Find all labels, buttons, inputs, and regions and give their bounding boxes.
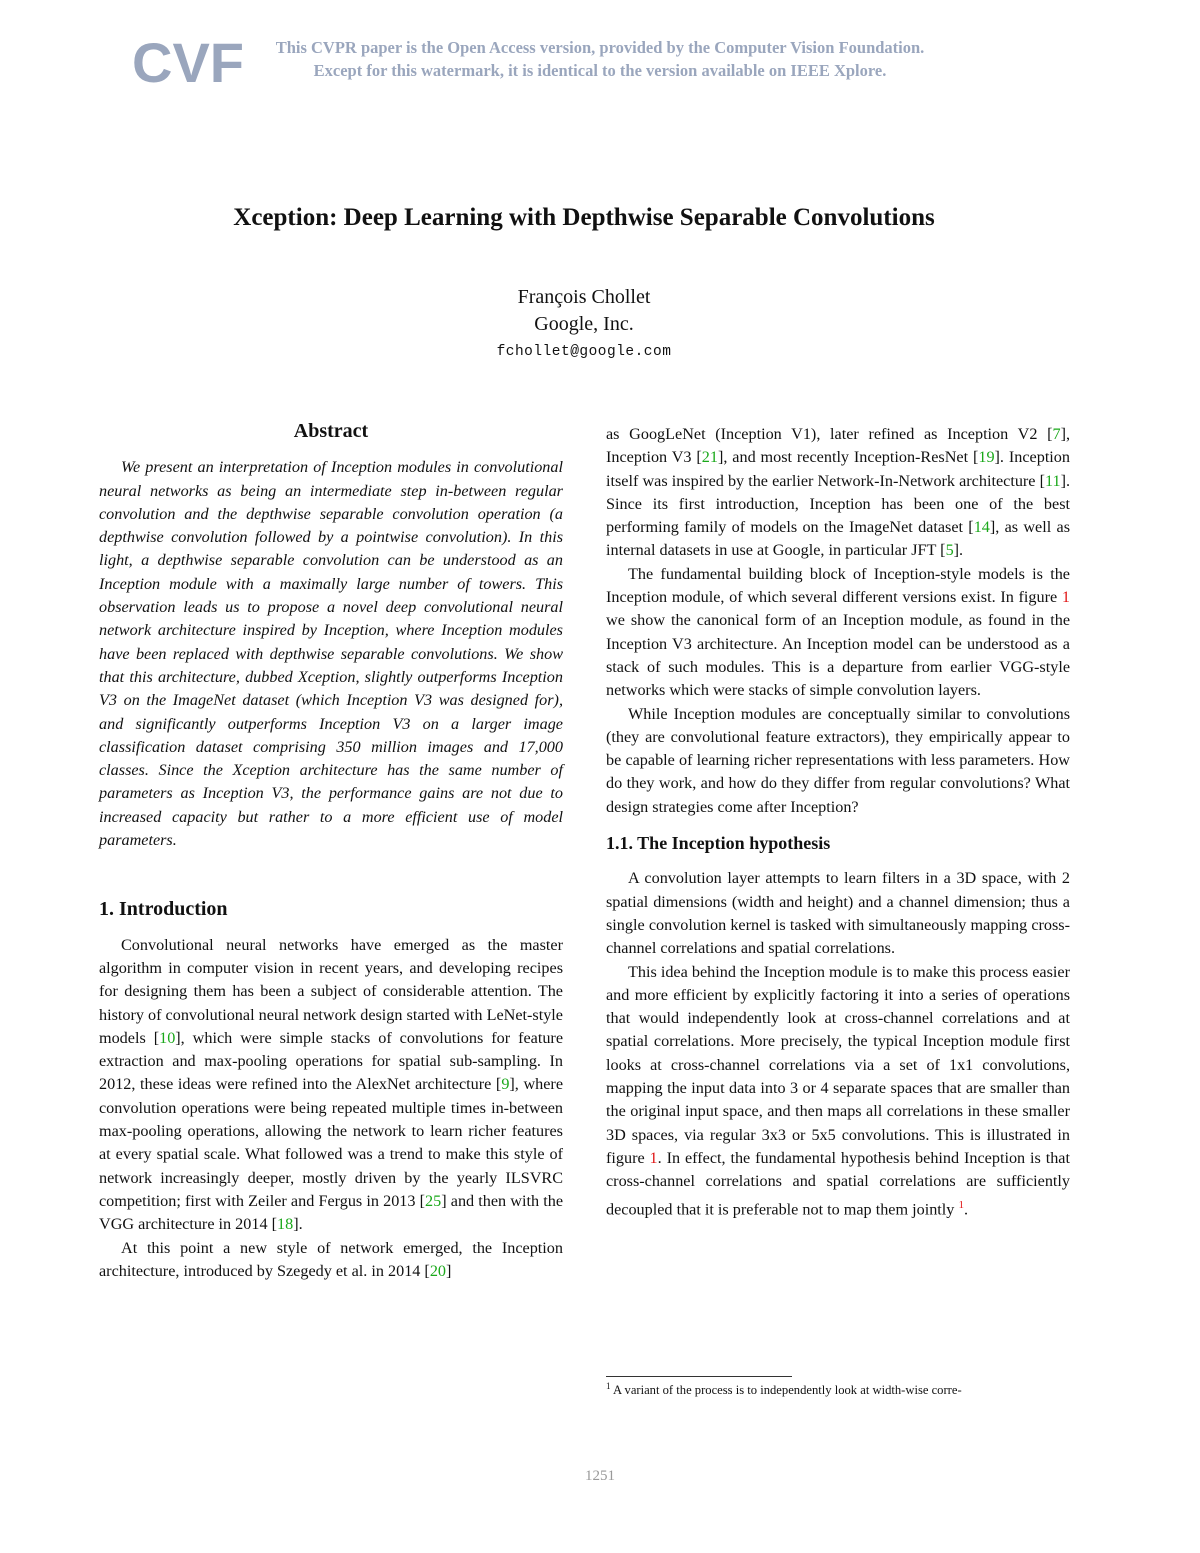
footnote-mark-link[interactable]: 1 [958, 1198, 964, 1211]
footnote-text: A variant of the process is to independently look at width-wise corre- [612, 1383, 962, 1398]
left-column [99, 420, 563, 1283]
intro-paragraph-1: Convolutional neural networks have emerged as the master algorithm in computer vision in recent years, and developing recipes for designing them has been a subject of considerable attention. The history of convolutional neural network design started with LeNet-style models [10], which were simple stacks of convolutions for feature extraction and max-pooling operations for spatial sub-sampling. In 2012, these ideas were refined into the AlexNet architecture [9], where convolution operations were being repeated multiple times in-between max-pooling operations, allowing the network to learn richer features at every spatial scale. What followed was a trend to make this style of network increasingly deeper, mostly driven by the yearly ILSVRC competition; first with Zeiler and Fergus in 2013 [25] and then with the VGG architecture in 2014 [18]. [99, 935, 564, 1234]
cvf-logo-text: CVF [132, 31, 244, 94]
citation-link[interactable]: 10 [159, 1028, 176, 1047]
cvf-logo [132, 30, 244, 94]
intro-paragraph-3: The fundamental building block of Inception-style models is the Inception module, of which several different versions exist. In figure 1 we show the canonical form of an Inception module, as found in the Inception V3 architecture. An Inception model can be understood as a stack of such modules. This is a departure from earlier VGG-style networks which were stacks of simple convolution layers. [606, 564, 1070, 700]
citation-link[interactable]: 20 [429, 1261, 447, 1280]
paper-title: Xception: Deep Learning with Depthwise Separable Convolutions [233, 204, 935, 231]
subsection-heading-inception-hypothesis: 1.1. The Inception hypothesis [606, 833, 831, 854]
intro-paragraph-2-cont: as GoogLeNet (Inception V1), later refined as Inception V2 [7], Inception V3 [21], and most recently Inception-ResNet [19]. Inception itself was inspired by the earlier Network-In-Network architecture [11]. Since its first introduction, Inception has been one of the best performing family of models on the ImageNet dataset [14], as well as internal datasets in use at Google, in particular JFT [5]. [606, 425, 1070, 560]
watermark-line-2: Except for this watermark, it is identical to the version available on IEEE Xplore. [313, 61, 887, 80]
figure-ref-link[interactable]: 1 [1061, 588, 1070, 607]
hypothesis-paragraph-1: A convolution layer attempts to learn filters in a 3D space, with 2 spatial dimensions (width and height) and a channel dimension; thus a single convolution kernel is tasked with simultaneously mapping cross-channel correlations and spatial correlations. [606, 869, 1070, 958]
citation-link[interactable]: 18 [277, 1215, 294, 1234]
citation-link[interactable]: 9 [501, 1075, 510, 1094]
citation-link[interactable]: 14 [973, 518, 990, 537]
right-column [606, 423, 1070, 1221]
footnote [606, 1381, 1076, 1398]
section-heading-introduction: 1. Introduction [99, 898, 228, 921]
intro-paragraph-2-start: At this point a new style of network emerged, the Inception architecture, introduced by Szegedy et al. in 2014 [20] [99, 1238, 563, 1280]
figure-ref-link[interactable]: 1 [649, 1148, 658, 1167]
abstract-heading: Abstract [293, 420, 369, 442]
author-email: fchollet@google.com [496, 344, 672, 360]
page-number: 1251 [585, 1468, 615, 1484]
footnote-rule [606, 1376, 792, 1377]
abstract-text: We present an interpretation of Inception modules in convolutional neural networks as being an intermediate step in-between regular convolution and the depthwise separable convolution operation (a depthwise convolution followed by a pointwise convolution). In this light, a depthwise separable convolution can be understood as an Inception module with a maximally large number of towers. This observation leads us to propose a novel deep convolutional neural network architecture inspired by Inception, where Inception modules have been replaced with depthwise separable convolutions. We show that this architecture, dubbed Xception, slightly outperforms Inception V3 on the ImageNet dataset (which Inception V3 was designed for), and significantly outperforms Inception V3 on a larger image classification dataset comprising 350 million images and 17,000 classes. Since the Xception architecture has the same number of parameters as Inception V3, the performance gains are not due to increased capacity but rather to a more efficient use of model parameters. [99, 458, 563, 850]
citation-link[interactable]: 11 [1044, 471, 1061, 490]
citation-link[interactable]: 5 [945, 541, 954, 560]
author-block [0, 284, 1168, 338]
watermark-text [240, 36, 960, 82]
citation-link[interactable]: 19 [978, 448, 995, 467]
citation-link[interactable]: 21 [701, 448, 718, 467]
watermark-line-1: This CVPR paper is the Open Access version, provided by the Computer Vision Foundation. [275, 38, 925, 57]
citation-link[interactable]: 25 [425, 1191, 442, 1210]
hypothesis-paragraph-2: This idea behind the Inception module is to make this process easier and more efficient by explicitly factoring it into a series of operations that would independently look at cross-channel correlations and at spatial correlations. More precisely, the typical Inception module first looks at cross-channel correlations via a set of 1x1 convolutions, mapping the input data into 3 or 4 separate spaces that are smaller than the original input space, and then maps all correlations in these smaller 3D spaces, via regular 3x3 or 5x5 convolutions. This is illustrated in figure 1. In effect, the fundamental hypothesis behind Inception is that cross-channel correlations and spatial correlations are sufficiently decoupled that it is preferable not to map them jointly $^1$. [606, 962, 1070, 1218]
footnote-number: 1 [606, 1381, 611, 1391]
author-name: François Chollet [517, 286, 651, 308]
author-affiliation: Google, Inc. [534, 313, 634, 335]
intro-paragraph-4: While Inception modules are conceptually similar to convolutions (they are convolutional feature extractors), they empirically appear to be capable of learning richer representations with less parameters. How do they work, and how do they differ from regular convolutions? What design strategies come after Inception? [606, 704, 1070, 816]
citation-link[interactable]: 7 [1052, 425, 1061, 443]
